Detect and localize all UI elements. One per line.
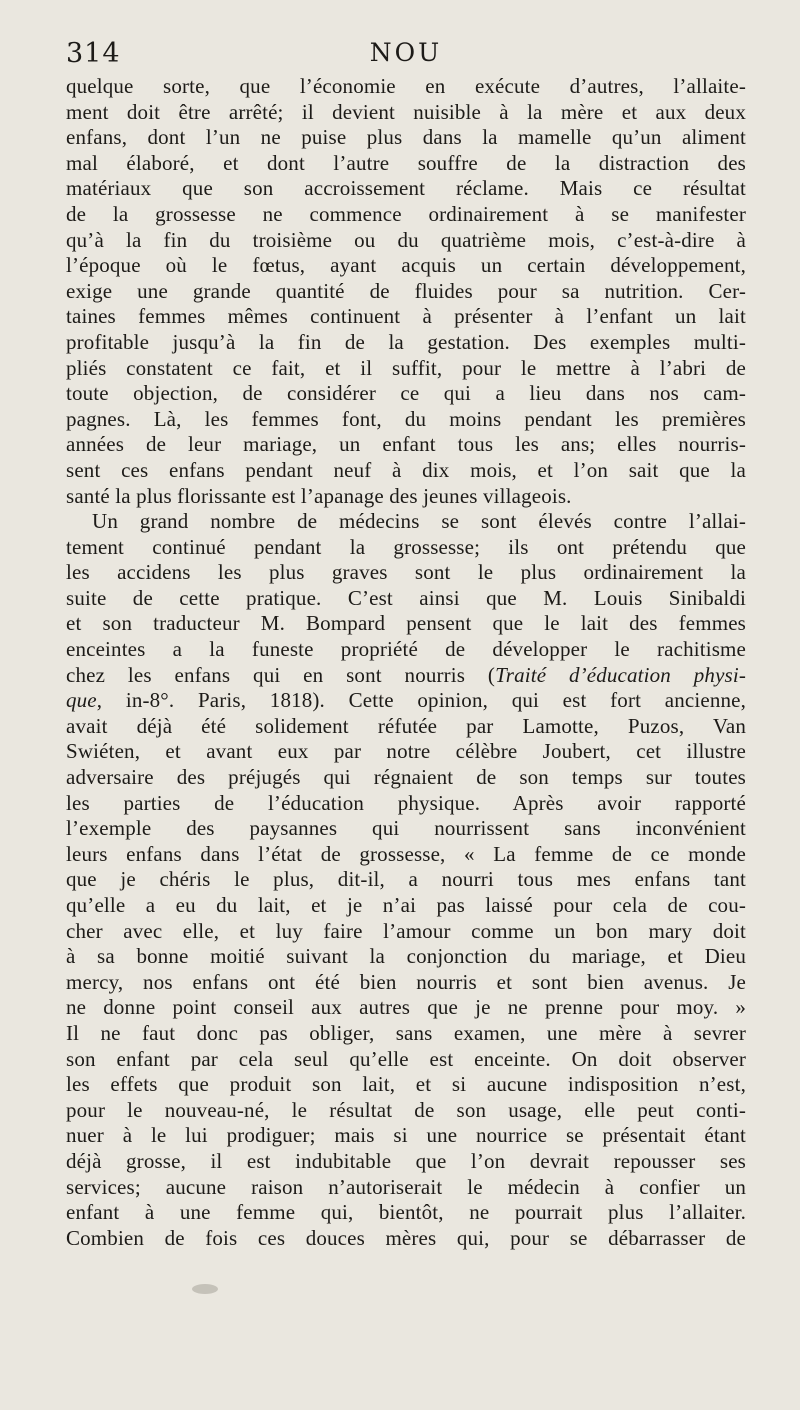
text-line xyxy=(66,253,746,279)
text-line xyxy=(66,381,746,407)
text-line xyxy=(66,688,746,714)
text-line xyxy=(66,509,746,535)
running-title: NOU xyxy=(369,38,443,67)
line-text: chez les enfans qui en sont nourris ( xyxy=(66,662,496,687)
ink-smudge xyxy=(192,1284,218,1294)
line-text: taines femmes mêmes continuent à présenter à l’enfant un lait xyxy=(66,304,746,329)
text-line xyxy=(66,995,746,1021)
text-line xyxy=(66,151,746,177)
line-text: enceintes a la funeste propriété de développer le rachitisme xyxy=(66,637,746,662)
text-line xyxy=(66,1123,746,1149)
line-text: Il ne faut donc pas obliger, sans examen, une mère à sevrer xyxy=(66,1020,746,1045)
line-text: santé la plus florissante est l’apanage des jeunes villageois. xyxy=(66,483,572,508)
text-line xyxy=(66,560,746,586)
line-text: enfans, dont l’un ne puise plus dans la mamelle qu’un aliment xyxy=(66,125,746,150)
body-text xyxy=(66,74,746,1251)
line-text: nuer à le lui prodiguer; mais si une nourrice se présentait étant xyxy=(66,1123,746,1148)
line-text: années de leur mariage, un enfant tous les ans; elles nourris- xyxy=(66,432,746,457)
line-text: leurs enfans dans l’état de grossesse, « La femme de ce monde xyxy=(66,841,746,866)
line-text: ment doit être arrêté; il devient nuisible à la mère et aux deux xyxy=(66,99,746,124)
line-text: mercy, nos enfans ont été bien nourris et sont bien avenus. Je xyxy=(66,969,746,994)
text-line xyxy=(66,765,746,791)
line-text: l’époque où le fœtus, ayant acquis un certain développement, xyxy=(66,253,746,278)
text-line xyxy=(66,944,746,970)
text-line xyxy=(66,1226,746,1252)
line-text: , in-8°. Paris, 1818). Cette opinion, qui est fort ancienne, xyxy=(96,688,746,713)
book-title-italic-end: que xyxy=(66,688,97,713)
text-line xyxy=(66,919,746,945)
text-line xyxy=(66,74,746,100)
line-text: les effets que produit son lait, et si aucune indisposition n’est, xyxy=(66,1072,746,1097)
line-text: ne donne point conseil aux autres que je ne prenne pour moy. » xyxy=(66,995,746,1020)
line-text: enfant à une femme qui, bientôt, ne pourrait plus l’allaiter. xyxy=(66,1200,746,1225)
line-text: et son traducteur M. Bompard pensent que le lait des femmes xyxy=(66,611,746,636)
line-text: les parties de l’éducation physique. Après avoir rapporté xyxy=(66,790,746,815)
running-head xyxy=(66,38,746,70)
line-text: quelque sorte, que l’économie en exécute d’autres, l’allaite- xyxy=(66,74,746,98)
line-text: les accidens les plus graves sont le plus ordinairement la xyxy=(66,560,746,585)
text-line xyxy=(66,586,746,612)
text-line xyxy=(66,714,746,740)
text-line xyxy=(66,458,746,484)
text-line xyxy=(66,484,746,510)
text-line xyxy=(66,637,746,663)
line-text: déjà grosse, il est indubitable que l’on devrait repousser ses xyxy=(66,1148,746,1173)
line-text: son enfant par cela seul qu’elle est enceinte. On doit observer xyxy=(66,1046,746,1071)
text-line xyxy=(66,535,746,561)
line-text: pour le nouveau-né, le résultat de son usage, elle peut conti- xyxy=(66,1097,746,1122)
line-text: Combien de fois ces douces mères qui, pour se débarrasser de xyxy=(66,1225,746,1250)
text-line xyxy=(66,791,746,817)
text-line xyxy=(66,1021,746,1047)
line-text: cher avec elle, et luy faire l’amour comme un bon mary doit xyxy=(66,918,746,943)
text-line xyxy=(66,330,746,356)
text-line xyxy=(66,202,746,228)
line-text: matériaux que son accroissement réclame. Mais ce résultat xyxy=(66,176,746,201)
line-text: avait déjà été solidement réfutée par Lamotte, Puzos, Van xyxy=(66,713,746,738)
line-text: qu’elle a eu du lait, et je n’ai pas laissé pour cela de cou- xyxy=(66,893,746,917)
line-text: services; aucune raison n’autoriserait le médecin à confier un xyxy=(66,1174,746,1199)
text-line xyxy=(66,176,746,202)
text-line xyxy=(66,1200,746,1226)
book-title-italic: Traité d’éducation physi- xyxy=(495,662,746,687)
line-text: Un grand nombre de médecins se sont élevés contre l’allai- xyxy=(92,509,746,534)
text-line xyxy=(66,611,746,637)
line-text: toute objection, de considérer ce qui a lieu dans nos cam- xyxy=(66,381,746,406)
text-line xyxy=(66,1175,746,1201)
line-text: à sa bonne moitié suivant la conjonction du mariage, et Dieu xyxy=(66,944,746,969)
text-line xyxy=(66,304,746,330)
text-line xyxy=(66,1149,746,1175)
text-line xyxy=(66,1072,746,1098)
text-line xyxy=(66,432,746,458)
text-line xyxy=(66,125,746,151)
line-text: de la grossesse ne commence ordinairement à se manifester xyxy=(66,201,746,226)
line-text: suite de cette pratique. C’est ainsi que M. Louis Sinibaldi xyxy=(66,585,746,610)
text-line xyxy=(66,970,746,996)
text-line xyxy=(66,663,746,689)
text-line xyxy=(66,1098,746,1124)
line-text: Swiéten, et avant eux par notre célèbre Joubert, cet illustre xyxy=(66,739,746,764)
text-line xyxy=(66,407,746,433)
line-text: sent ces enfans pendant neuf à dix mois, et l’on sait que la xyxy=(66,457,746,482)
text-line xyxy=(66,356,746,382)
text-line xyxy=(66,867,746,893)
line-text: exige une grande quantité de fluides pour sa nutrition. Cer- xyxy=(66,278,746,303)
line-text: profitable jusqu’à la fin de la gestation. Des exemples multi- xyxy=(66,329,746,354)
text-line xyxy=(66,739,746,765)
page-number: 314 xyxy=(66,38,121,69)
line-text: l’exemple des paysannes qui nourrissent sans inconvénient xyxy=(66,816,746,841)
text-line xyxy=(66,100,746,126)
text-line xyxy=(66,816,746,842)
text-line xyxy=(66,279,746,305)
line-text: qu’à la fin du troisième ou du quatrième mois, c’est-à-dire à xyxy=(66,227,746,252)
line-text: pliés constatent ce fait, et il suffit, pour le mettre à l’abri de xyxy=(66,355,746,380)
line-text: pagnes. Là, les femmes font, du moins pendant les premières xyxy=(66,406,746,431)
line-text: que je chéris le plus, dit-il, a nourri tous mes enfans tant xyxy=(66,867,746,892)
text-line xyxy=(66,228,746,254)
line-text: tement continué pendant la grossesse; ils ont prétendu que xyxy=(66,534,746,559)
line-text: mal élaboré, et dont l’autre souffre de la distraction des xyxy=(66,150,746,175)
text-line xyxy=(66,1047,746,1073)
line-text: adversaire des préjugés qui régnaient de son temps sur toutes xyxy=(66,765,746,790)
text-line xyxy=(66,893,746,919)
text-line xyxy=(66,842,746,868)
